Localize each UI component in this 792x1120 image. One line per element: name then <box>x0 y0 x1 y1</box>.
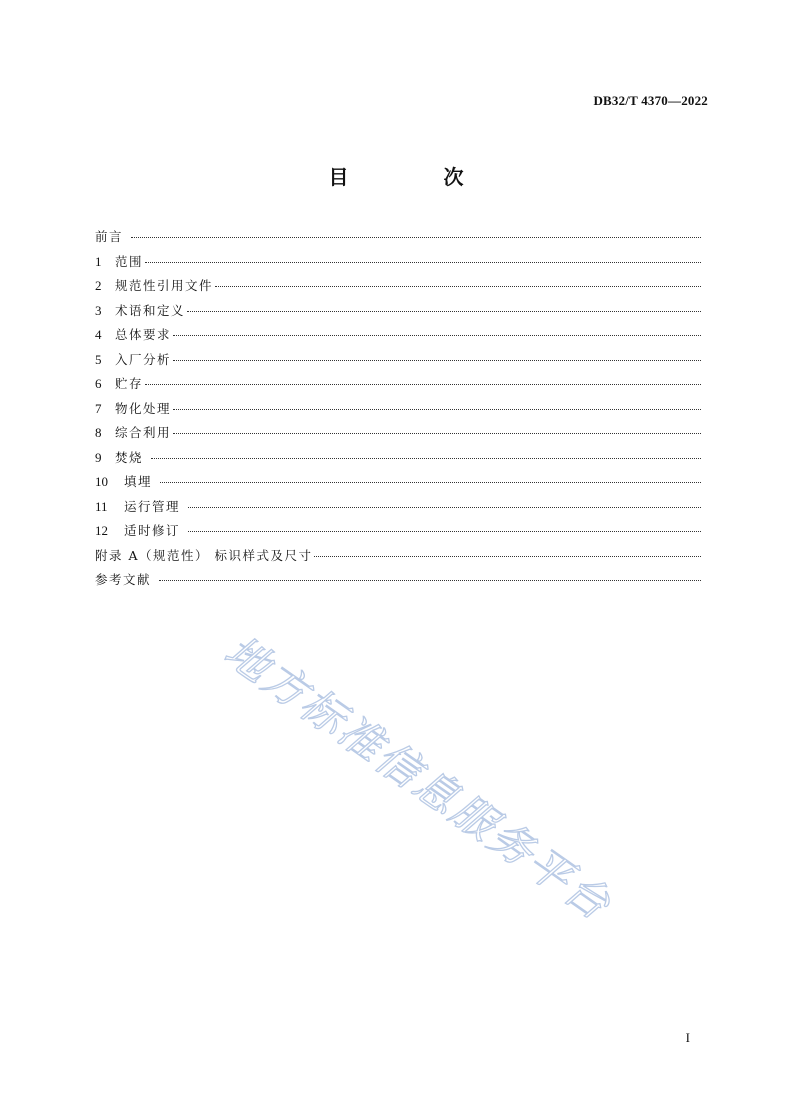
toc-leader-dots <box>131 237 701 238</box>
toc-entry-normative-references[interactable] <box>95 274 701 299</box>
toc-entry-title: 适时修订 <box>124 523 181 538</box>
toc-entry-appendix-a[interactable] <box>95 544 701 569</box>
toc-entry-title: 附录 A（规范性） 标识样式及尺寸 <box>95 547 313 563</box>
watermark: 地方标准信息服务平台 <box>215 626 621 932</box>
toc-title: 目 次 <box>328 165 508 189</box>
toc-leader-dots <box>145 262 701 263</box>
toc-entry-number: 1 <box>95 253 102 269</box>
toc-entry-number: 11 <box>95 498 108 514</box>
toc-entry-physicochemical-treatment[interactable] <box>95 397 701 422</box>
toc-entry-storage[interactable] <box>95 372 701 397</box>
toc-entry-title: 焚烧 <box>115 449 144 465</box>
toc-entry-title: 入厂分析 <box>115 351 172 367</box>
toc-entry-general-requirements[interactable] <box>95 323 701 348</box>
toc-entry-title: 物化处理 <box>115 400 172 416</box>
toc-entry-incoming-analysis[interactable] <box>95 348 701 373</box>
toc-entry-number: 12 <box>95 523 108 538</box>
toc-leader-dots <box>188 507 701 508</box>
toc-entry-title: 参考文献 <box>95 572 152 587</box>
toc-leader-dots <box>173 335 701 336</box>
toc-entry-title: 综合利用 <box>115 425 172 440</box>
toc-leader-dots <box>151 458 701 459</box>
toc-entry-number: 4 <box>95 327 102 342</box>
toc-leader-dots <box>188 531 701 532</box>
toc-entry-number: 8 <box>95 425 102 440</box>
toc-leader-dots <box>173 360 701 361</box>
toc-entry-number: 7 <box>95 400 102 416</box>
toc-entry-number: 5 <box>95 351 102 367</box>
toc-leader-dots <box>215 286 701 287</box>
toc-leader-dots <box>314 556 701 557</box>
toc-entry-number: 10 <box>95 474 108 489</box>
toc-leader-dots <box>173 409 701 410</box>
document-code: DB32/T 4370—2022 <box>593 93 708 108</box>
toc-entry-operation-management[interactable] <box>95 495 701 520</box>
toc-entry-incineration[interactable] <box>95 446 701 471</box>
toc-entry-title: 贮存 <box>115 376 144 391</box>
toc-entry-landfill[interactable] <box>95 470 701 495</box>
toc-leader-dots <box>159 580 701 581</box>
toc-entry-title: 前言 <box>95 229 124 244</box>
toc-entry-foreword[interactable] <box>95 225 701 250</box>
toc-leader-dots <box>187 311 701 312</box>
toc-leader-dots <box>173 433 701 434</box>
toc-entry-scope[interactable] <box>95 250 701 275</box>
toc-entry-title: 总体要求 <box>115 327 172 342</box>
toc-entry-bibliography[interactable] <box>95 568 701 593</box>
toc-entry-number: 9 <box>95 449 102 465</box>
toc-entry-title: 术语和定义 <box>115 302 186 318</box>
toc-entry-terms-definitions[interactable] <box>95 299 701 324</box>
toc-entry-number: 6 <box>95 376 102 391</box>
toc-leader-dots <box>145 384 701 385</box>
toc-entry-title: 运行管理 <box>124 498 181 514</box>
toc-entry-comprehensive-utilization[interactable] <box>95 421 701 446</box>
toc-entry-number: 3 <box>95 302 102 318</box>
toc-entry-number: 2 <box>95 278 102 293</box>
table-of-contents <box>95 225 701 593</box>
toc-entry-title: 填埋 <box>124 474 153 489</box>
toc-entry-timely-revision[interactable] <box>95 519 701 544</box>
toc-entry-title: 范围 <box>115 253 144 269</box>
toc-entry-title: 规范性引用文件 <box>115 278 214 293</box>
page-number: I <box>685 1030 690 1045</box>
toc-leader-dots <box>160 482 701 483</box>
